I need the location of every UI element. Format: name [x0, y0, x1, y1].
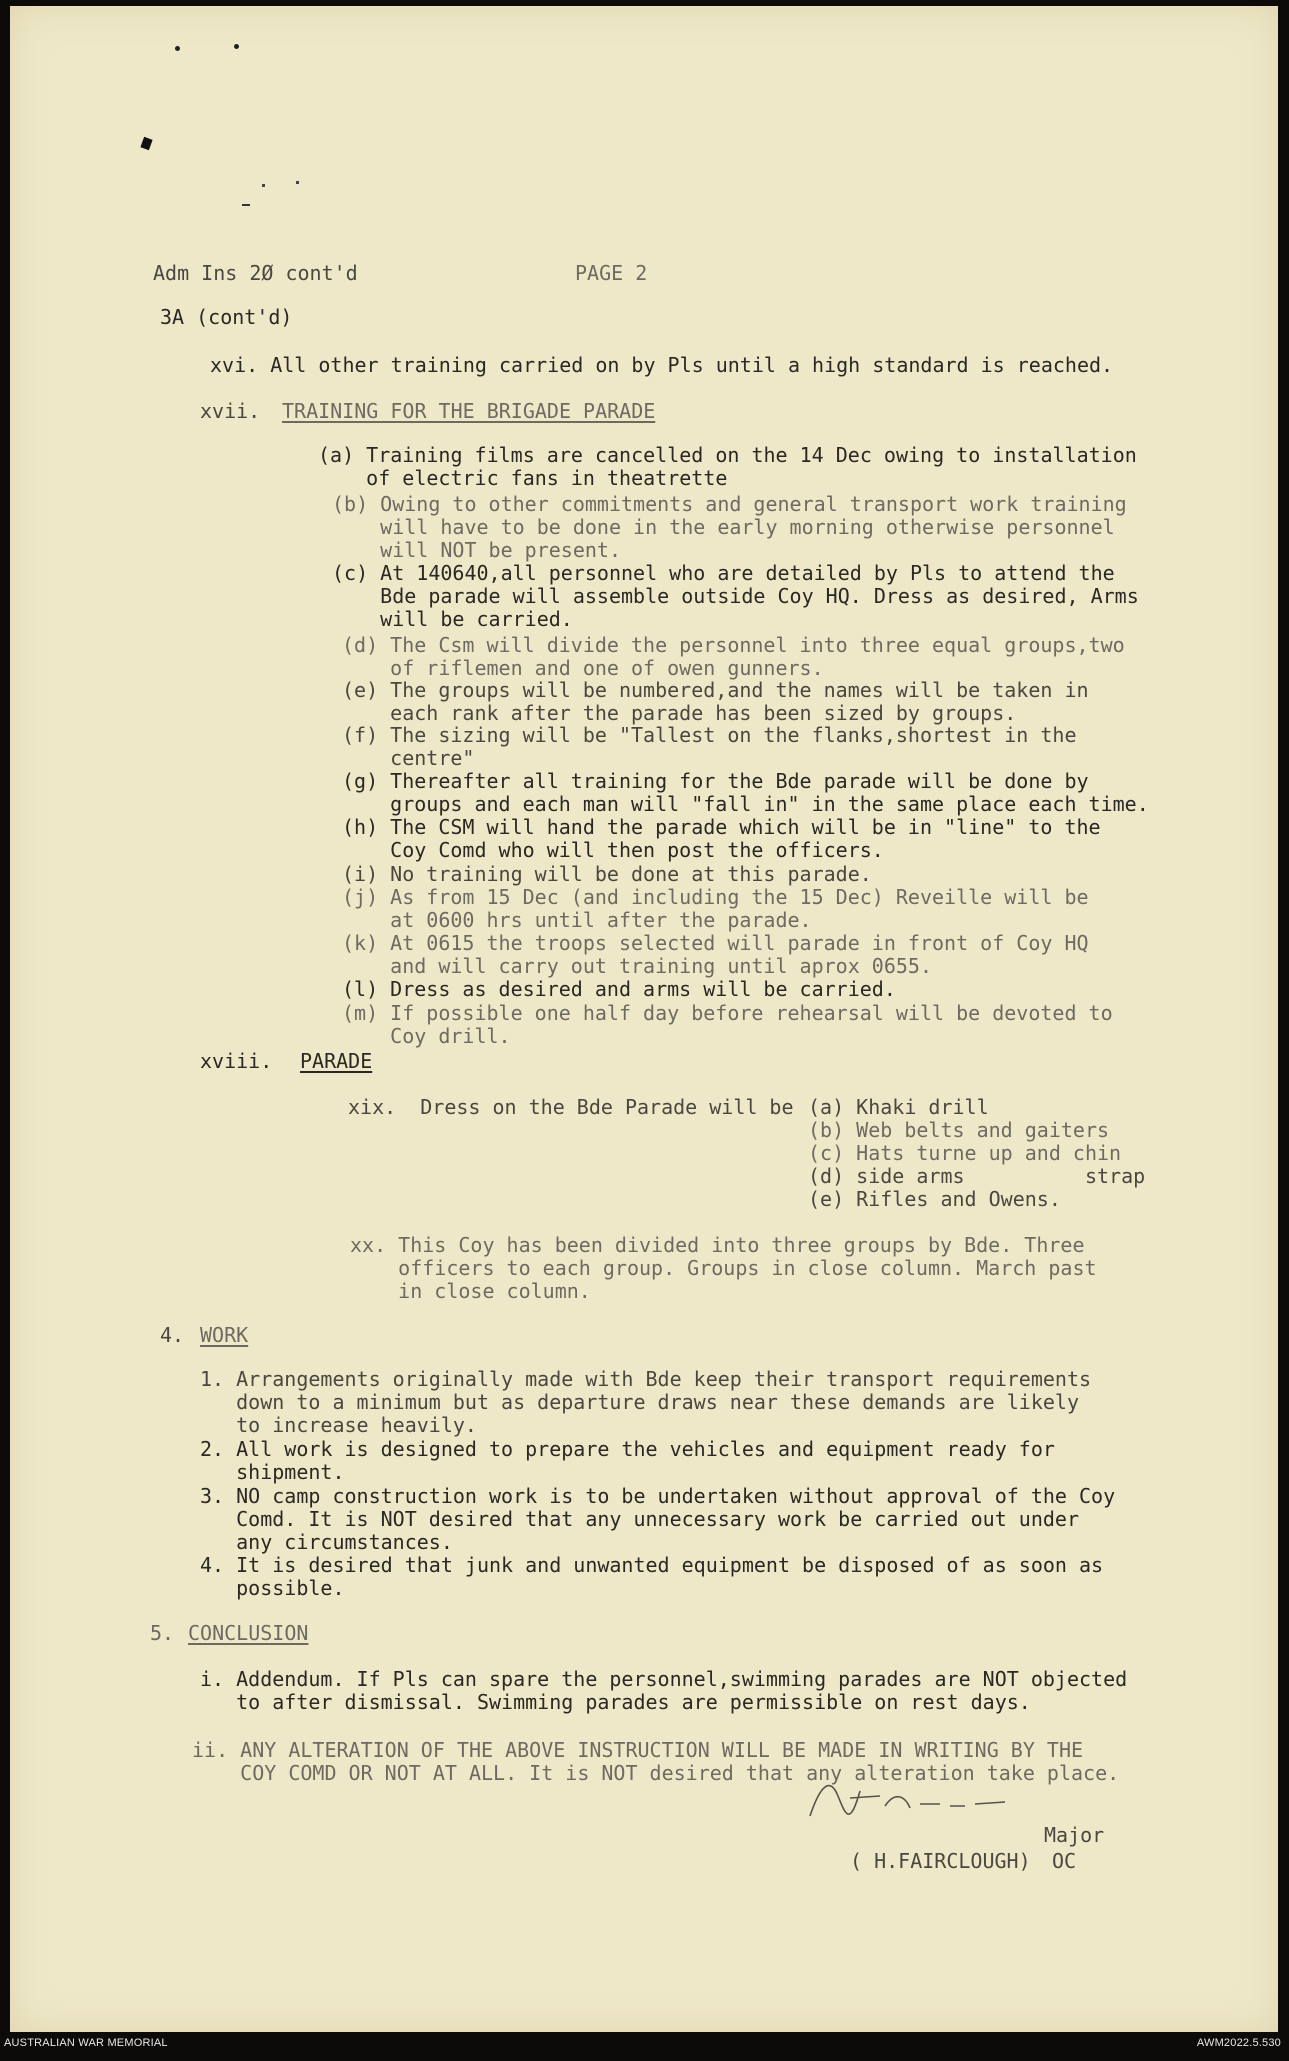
- work-heading-number: 4.: [160, 1323, 185, 1347]
- dress-c: (c) Hats turne up and chin: [808, 1141, 1122, 1165]
- item-xix: xix. Dress on the Bde Parade will be: [348, 1095, 794, 1119]
- ink-mark: [234, 44, 239, 49]
- training-item-c: (c) At 140640,all personnel who are detailed by Pls to attend the Bde parade will assemble outside Coy HQ. Dress as desired, Arms will be carried.: [332, 561, 1139, 631]
- training-item-i: (i) No training will be done at this parade.: [342, 862, 872, 886]
- signature-role: OC: [1052, 1849, 1077, 1873]
- item-xviii-number: xviii.: [200, 1049, 273, 1073]
- document-reference: Adm Ins 2Ø cont'd: [153, 261, 358, 285]
- training-item-j: (j) As from 15 Dec (and including the 15 Dec) Reveille will be at 0600 hrs until after the parade.: [342, 885, 1089, 932]
- signature-rank: Major: [1044, 1823, 1105, 1847]
- training-item-k: (k) At 0615 the troops selected will parade in front of Coy HQ and will carry out training until aprox 0655.: [342, 931, 1089, 978]
- training-item-m: (m) If possible one half day before rehearsal will be devoted to Coy drill.: [342, 1001, 1113, 1048]
- document-page: [10, 6, 1278, 2032]
- page-number: PAGE 2: [575, 261, 648, 285]
- item-xvii-number: xvii.: [200, 399, 261, 423]
- archive-footer-right: AWM2022.5.530: [1196, 2037, 1281, 2049]
- work-item-4: 4. It is desired that junk and unwanted equipment be disposed of as soon as possible.: [200, 1553, 1104, 1600]
- signature-name: ( H.FAIRCLOUGH): [850, 1849, 1031, 1873]
- item-xx: xx. This Coy has been divided into three groups by Bde. Three officers to each group. Groups in close column. March past in close column.: [350, 1233, 1097, 1303]
- item-xvii-title: TRAINING FOR THE BRIGADE PARADE: [282, 399, 656, 423]
- section-continued: 3A (cont'd): [160, 305, 293, 329]
- training-item-a: (a) Training films are cancelled on the 14 Dec owing to installation of electric fans in theatrette: [318, 443, 1137, 490]
- archive-footer-left: AUSTRALIAN WAR MEMORIAL: [4, 2037, 168, 2049]
- work-item-1: 1. Arrangements originally made with Bde keep their transport requirements down to a minimum but as departure draws near these demands are likely to increase heavily.: [200, 1367, 1092, 1437]
- work-item-2: 2. All work is designed to prepare the vehicles and equipment ready for shipment.: [200, 1437, 1055, 1484]
- conclusion-heading: CONCLUSION: [188, 1621, 309, 1645]
- training-item-h: (h) The CSM will hand the parade which will be in "line" to the Coy Comd who will then post the officers.: [342, 815, 1101, 862]
- work-heading: WORK: [200, 1323, 249, 1347]
- signature-scrawl: [790, 1766, 1050, 1836]
- dress-d: (d) side arms strap: [808, 1164, 1146, 1188]
- item-xvi: xvi. All other training carried on by Pls until a high standard is reached.: [210, 353, 1114, 377]
- training-item-l: (l) Dress as desired and arms will be carried.: [342, 977, 896, 1001]
- ink-mark: [242, 204, 250, 206]
- ink-mark: [296, 181, 299, 184]
- training-item-g: (g) Thereafter all training for the Bde parade will be done by groups and each man will "fall in" in the same place each time.: [342, 769, 1149, 816]
- dress-e: (e) Rifles and Owens.: [808, 1187, 1061, 1211]
- conclusion-heading-number: 5.: [150, 1621, 175, 1645]
- training-item-f: (f) The sizing will be "Tallest on the flanks,shortest in the centre": [342, 723, 1077, 770]
- item-xviii-title: PARADE: [300, 1049, 373, 1073]
- training-item-e: (e) The groups will be numbered,and the names will be taken in each rank after the parade has been sized by groups.: [342, 678, 1089, 725]
- dress-a: (a) Khaki drill: [808, 1095, 989, 1119]
- work-item-3: 3. NO camp construction work is to be undertaken without approval of the Coy Comd. It is NOT desired that any unnecessary work be carried out under any circumstances.: [200, 1484, 1116, 1554]
- conclusion-item-ii: ii. ANY ALTERATION OF THE ABOVE INSTRUCTION WILL BE MADE IN WRITING BY THE COY COMD OR NOT AT ALL. It is NOT desired that any alteration take place.: [192, 1738, 1120, 1785]
- training-item-d: (d) The Csm will divide the personnel into three equal groups,two of riflemen and one of owen gunners.: [342, 633, 1125, 680]
- training-item-b: (b) Owing to other commitments and general transport work training will have to be done in the early morning otherwise personnel will NOT be present.: [332, 492, 1127, 562]
- ink-mark: [175, 46, 180, 51]
- dress-b: (b) Web belts and gaiters: [808, 1118, 1110, 1142]
- conclusion-item-i: i. Addendum. If Pls can spare the personnel,swimming parades are NOT objected to after dismissal. Swimming parades are permissible on rest days.: [200, 1667, 1128, 1714]
- ink-mark: [140, 137, 152, 150]
- ink-mark: [262, 184, 265, 187]
